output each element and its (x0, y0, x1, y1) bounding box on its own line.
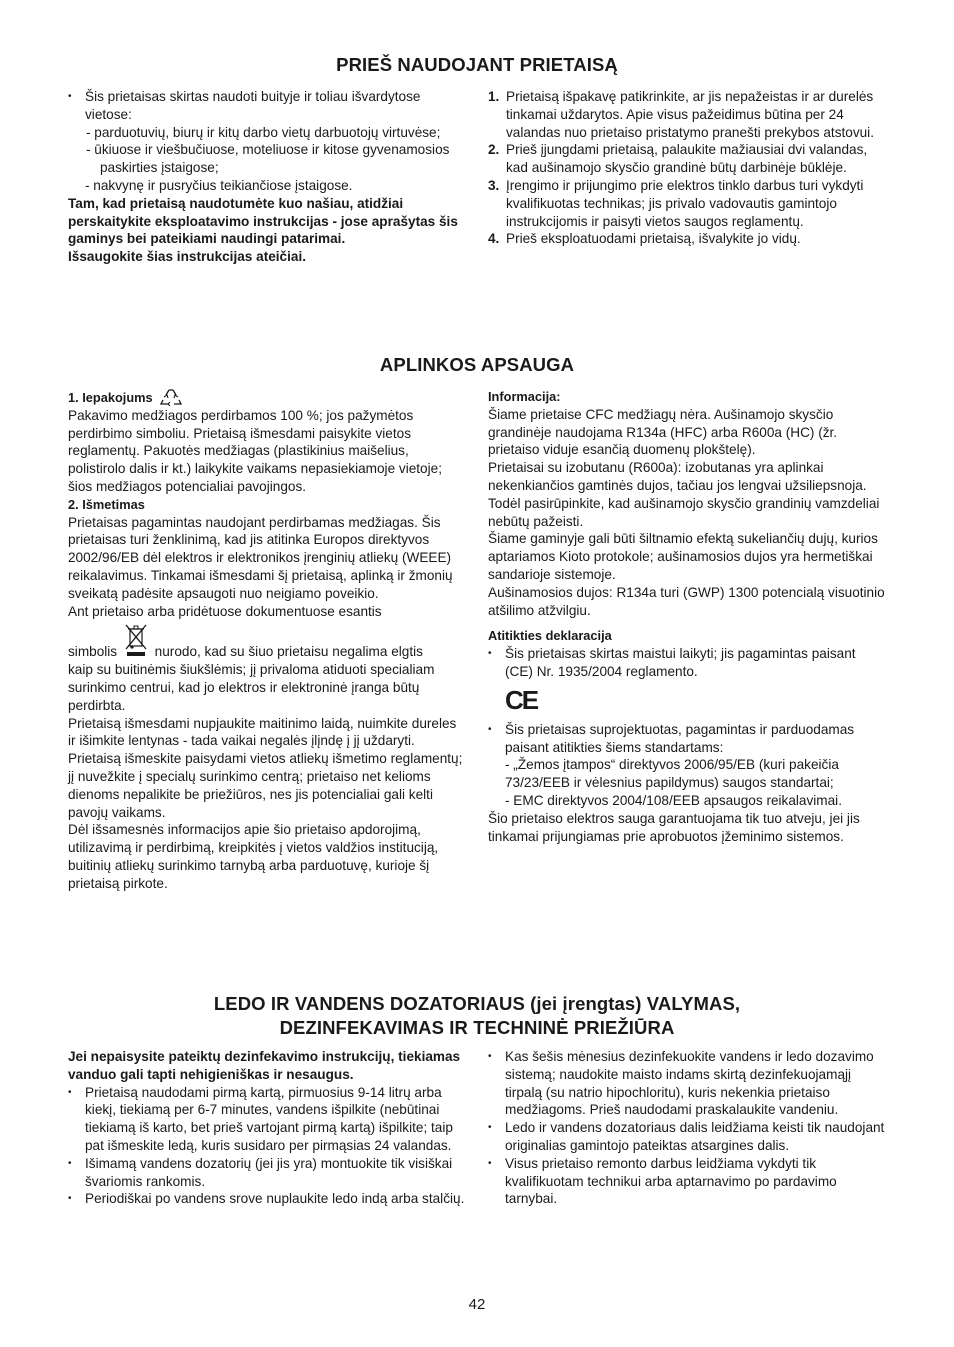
environment-left-column (68, 388, 466, 893)
list-item: • Periodiškai po vandens srove nuplaukite ledo indą arba stalčių. (68, 1190, 466, 1208)
numbered-item (488, 88, 888, 141)
list-item: • Išimamą vandens dozatorių (jei jis yra) montuokite tik visiškai švariomis rankomis. (68, 1155, 466, 1191)
list-item: • Šis prietaisas suprojektuotas, pagamintas ir parduodamas paisant atitikties šiems standartams: (488, 721, 886, 757)
paragraph: Šio prietaiso elektros sauga garantuojama tik tuo atveju, jei jis tinkamai prijungiamas prie aprobuotos įžeminimo sistemos. (488, 810, 860, 844)
list-item: - EMC direktyvos 2004/108/EEB apsaugos reikalavimai. (505, 792, 842, 808)
section-title-cleaning (0, 992, 954, 1040)
list-item: - parduotuvių, biurų ir kitų darbo vietų darbuotojų virtuvėse; (86, 124, 441, 140)
item-number: 2. (488, 142, 500, 158)
crossed-bin-icon (124, 622, 148, 658)
paragraph: Dėl išsamesnės informacijos apie šio prietaiso apdorojimą, utilizavimą ir perdirbimą, kreipkitės į vietos valdžios instituciją, buitinių atliekų surinkimo tarnybą arba parduotuvę, kurioje šį prietaisą pirkote. (68, 822, 439, 891)
title-line: LEDO IR VANDENS DOZATORIAUS (jei įrengtas) VALYMAS, (213, 993, 741, 1014)
paragraph: Šiame gaminyje gali būti šiltnamio efektą sukeliančių dujų, kurios aptariamos Kioto protokole; aušinamosios dujos yra hermetiškai sandarioje sistemoje. (488, 531, 878, 582)
bold-notice: Išsaugokite šias instrukcijas ateičiai. (68, 249, 307, 265)
before-use-left-column (68, 88, 463, 266)
item-number: 3. (488, 177, 500, 193)
item-number: 4. (488, 231, 500, 247)
bold-notice: Jei nepaisysite pateiktų dezinfekavimo instrukcijų, tiekiamas vanduo gali tapti nehigieniškas ir nesaugus. (68, 1049, 461, 1082)
paragraph: Pakavimo medžiagos perdirbamos 100 %; jos pažymėtos perdirbimo simboliu. Prietaisą išmesdami paisykite vietos reglamentų. Pakuotės medžiagas (plastikinius maišelius, polistirolo dalis ir kt.) laikykite vaikams nepasiekiamoje vietoje; šios medžiagos potencialiai pavojingos. (68, 407, 442, 494)
subheading-information: Informacija: (488, 389, 561, 404)
item-number: 1. (488, 89, 500, 104)
cleaning-left-column (68, 1048, 466, 1208)
numbered-item (488, 230, 888, 248)
paragraph: Šiame prietaise CFC medžiagų nėra. Aušinamojo skysčio grandinėje naudojama R134a (HFC) arba R600a (HC) (žr. prietaiso viduje esančią duomenų plokštelę). (488, 406, 838, 458)
list-item: • Ledo ir vandens dozatoriaus dalis leidžiama keisti tik naudojant originalias gamintojo pateiktas atsargines dalis. (488, 1119, 886, 1155)
numbered-item (488, 177, 888, 230)
before-use-right-column (488, 88, 888, 248)
text-span: nurodo, kad su šiuo prietaisu negalima elgtis (154, 644, 423, 660)
paragraph: Prietaisą išmesdami nupjaukite maitinimo laidą, nuimkite dureles ir išimkite lentynas - tada vaikai negalės įlįndę į jį uždaryti. (68, 715, 457, 749)
list-item: • Šis prietaisas skirtas naudoti buityje ir toliau išvardytose vietose: (68, 88, 463, 124)
subheading-conformity: Atitikties deklaracija (488, 628, 612, 644)
item-text: Prieš eksploatuodami prietaisą, išvalykite jo vidų. (506, 231, 801, 247)
cleaning-right-column (488, 1048, 886, 1208)
paragraph: kaip su buitinėmis šiukšlėmis; jį privaloma atiduoti specialiam surinkimo centrui, kad jo elektros ir elektroninė įranga būtų perdirbta. (68, 662, 435, 713)
list-item: • Kas šešis mėnesius dezinfekuokite vandens ir ledo dozavimo sistemą; naudokite maisto indams skirtą dezinfekuojamąjį tirpalą (su natrio hipochloritu), kuris nekenkia prietaiso medžiagoms. Prieš naudodami praskalaukite vandeniu. (488, 1048, 886, 1119)
recycle-icon (160, 388, 182, 406)
page-number: 42 (468, 1296, 486, 1313)
ce-mark-icon: CE (505, 684, 538, 715)
list-item: - nakvynę ir pusryčius teikiančiose įstaigose. (85, 177, 353, 193)
text-span: simbolis (68, 644, 118, 660)
list-item: - „Žemos įtampos“ direktyvos 2006/95/EB (kuri pakeičia 73/23/EEB ir vėlesnius papildymus) saugos standartai; (505, 757, 839, 791)
numbered-item (488, 141, 888, 177)
list-item: - ūkiuose ir viešbučiuose, moteliuose ir kitose gyvenamosios paskirties įstaigose; (86, 142, 450, 176)
paragraph: Prietaisą išmeskite paisydami vietos atliekų išmetimo reglamentų; jį nuvežkite į specialų surinkimo centrą; prietaiso net kelioms dienoms nepalikite be priežiūros, nes jis potencialiai gali kelti pavojų vaikams. (68, 751, 463, 820)
subheading-packaging (68, 388, 466, 407)
paragraph: Aušinamosios dujos: R134a turi (GWP) 1300 potencialą visuotinio atšilimo atžvilgiu. (488, 584, 885, 618)
section-title-environment: APLINKOS APSAUGA (379, 354, 575, 375)
paragraph: Ant prietaiso arba pridėtuose dokumentuose esantis (68, 603, 382, 619)
item-text: Įrengimo ir prijungimo prie elektros tinklo darbus turi vykdyti kvalifikuotas technikas; jis privalo vadovautis gamintojo instrukcijomis ir paisyti vietos saugos reglamentų. (506, 177, 864, 229)
item-text: Prieš įjungdami prietaisą, palaukite mažiausiai dvi valandas, kad aušinamojo skysčio grandinė būtų darbinėje būklėje. (506, 142, 868, 176)
paragraph-weee (68, 622, 466, 661)
subheading-disposal: 2. Išmetimas (68, 496, 145, 512)
list-item: • Šis prietaisas skirtas maistui laikyti; jis pagamintas paisant (CE) Nr. 1935/2004 reglamento. (488, 645, 886, 681)
list-item: • Prietaisą naudodami pirmą kartą, pirmuosius 9-14 litrų arba kiekį, tiekiamą per 6-7 minutes, vandens išpilkite (nebūtinai tiekiamą iš karto, bet prieš vartojant pirmą kartą) išpilkite; taip pat išmeskite ledą, kuris susidaro per pirmąsias 24 valandas. (68, 1084, 466, 1155)
subheading-text: 1. Iepakojums (68, 390, 153, 405)
list-item: • Visus prietaiso remonto darbus leidžiama vykdyti tik kvalifikuotam technikui arba aptarnavimo po pardavimo tarnybai. (488, 1155, 886, 1208)
section-title-before-use: PRIEŠ NAUDOJANT PRIETAISĄ (336, 54, 618, 75)
item-text: Prietaisą išpakavę patikrinkite, ar jis nepažeistas ir ar durelės tinkamai uždarytos. Apie visus pažeidimus būtina per 24 valandas nuo prietaiso pristatymo pranešti prekybos atstovui. (506, 89, 874, 140)
bold-notice: Tam, kad prietaisą naudotumėte kuo našiau, atidžiai perskaitykite eksploatavimo instrukcijas - jose aprašytas šis gaminys bei pateikiami naudingi patarimai. (68, 195, 458, 247)
title-line: DEZINFEKAVIMAS IR TECHNINĖ PRIEŽIŪRA (279, 1017, 675, 1038)
paragraph: Prietaisas pagamintas naudojant perdirbamas medžiagas. Šis prietaisas turi ženklinimą, kad jis atitinka Europos direktyvos 2002/96/EB dėl elektros ir elektronikos įrenginių atliekų (WEEE) reikalavimus. Tinkamai išmesdami šį prietaisą, aplinką ir žmonių sveikatą padėsite apsaugoti nuo neigiamo poveikio. (68, 514, 453, 601)
environment-right-column (488, 388, 886, 845)
paragraph: Prietaisai su izobutanu (R600a): izobutanas yra aplinkai nekenkiančios gamtinės dujos, tačiau jos lengvai užsiliepsnoja. Todėl pasirūpinkite, kad aušinamojo skysčio grandinių vamzdeliai nebūtų pažeisti. (488, 460, 880, 529)
